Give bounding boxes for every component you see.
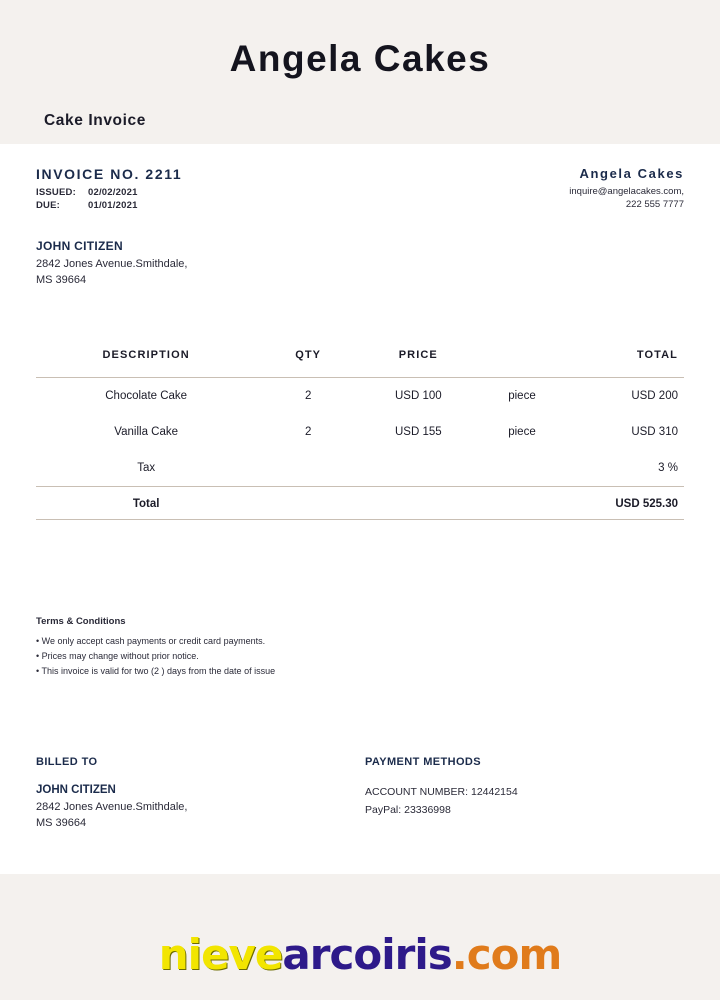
terms-line: • This invoice is valid for two (2 ) days from the date of issue xyxy=(36,665,276,676)
cell-unit: piece xyxy=(508,389,536,402)
due-value: 01/01/2021 xyxy=(88,200,138,211)
page-title: Angela Cakes xyxy=(229,38,491,79)
customer-block xyxy=(36,239,684,289)
table-row xyxy=(36,377,684,414)
company-phone: 222 555 7777 xyxy=(625,199,684,210)
tax-value: 3 % xyxy=(658,461,678,474)
column-header-total: TOTAL xyxy=(636,348,678,361)
column-header-unit xyxy=(477,349,568,378)
cell-unit: piece xyxy=(508,425,536,438)
invoice-sheet xyxy=(0,144,720,874)
column-header-description: DESCRIPTION xyxy=(102,348,190,361)
cell-qty: 2 xyxy=(304,425,312,438)
terms-section xyxy=(36,616,684,679)
tax-unit-empty xyxy=(477,450,568,487)
company-email: inquire@angelacakes.com, xyxy=(569,186,684,197)
cell-price: USD 100 xyxy=(394,389,442,402)
footer-sections xyxy=(36,756,684,832)
total-unit-empty xyxy=(477,486,568,519)
invoice-meta xyxy=(36,144,684,213)
total-label: Total xyxy=(36,486,256,519)
invoice-number: INVOICE NO. 2211 xyxy=(36,166,183,182)
billed-to-name: JOHN CITIZEN xyxy=(36,784,116,797)
billed-to-address-line1: 2842 Jones Avenue.Smithdale, xyxy=(36,801,188,814)
table-body xyxy=(36,377,684,519)
invoice-meta-left xyxy=(36,166,182,213)
customer-address-line2: MS 39664 xyxy=(36,273,87,286)
payment-methods-title: PAYMENT METHODS xyxy=(365,756,482,769)
billed-to-block xyxy=(36,756,355,832)
issued-value: 02/02/2021 xyxy=(88,187,138,198)
company-name: Angela Cakes xyxy=(579,166,684,181)
column-header-price: PRICE xyxy=(398,348,438,361)
watermark-part-2: arcoiris xyxy=(282,929,452,979)
watermark xyxy=(159,930,561,979)
issued-label: ISSUED: xyxy=(36,187,76,198)
tax-row xyxy=(36,450,684,487)
section-label: Cake Invoice xyxy=(44,112,146,129)
line-items-table xyxy=(36,349,684,520)
due-row xyxy=(36,200,182,211)
tax-label: Tax xyxy=(137,461,156,474)
watermark-band xyxy=(0,908,720,1000)
payment-methods-block xyxy=(355,756,684,832)
cell-total: USD 200 xyxy=(631,389,678,402)
cell-total: USD 310 xyxy=(631,425,678,438)
total-row xyxy=(36,486,684,519)
watermark-part-1: nieve xyxy=(158,929,283,979)
total-qty-empty xyxy=(256,486,360,519)
payment-account-number: ACCOUNT NUMBER: 12442154 xyxy=(365,786,518,799)
customer-address-line1: 2842 Jones Avenue.Smithdale, xyxy=(36,258,188,270)
cell-qty: 2 xyxy=(304,389,312,402)
column-header-qty: QTY xyxy=(295,348,322,361)
table-header-row xyxy=(36,349,684,378)
total-price-empty xyxy=(360,486,477,519)
cell-price: USD 155 xyxy=(394,425,442,438)
terms-line: • We only accept cash payments or credit card payments. xyxy=(36,635,266,646)
company-block xyxy=(569,166,684,213)
table-row xyxy=(36,414,684,450)
tax-price-empty xyxy=(360,450,477,487)
billed-to-title: BILLED TO xyxy=(36,756,98,769)
section-header xyxy=(0,90,720,144)
customer-name: JOHN CITIZEN xyxy=(36,239,123,253)
watermark-part-3: .com xyxy=(451,929,562,979)
cell-description: Vanilla Cake xyxy=(114,425,179,438)
billed-to-address-line2: MS 39664 xyxy=(36,817,87,830)
cell-description: Chocolate Cake xyxy=(105,389,188,402)
issued-row xyxy=(36,187,182,198)
terms-title: Terms & Conditions xyxy=(36,615,126,627)
table-head xyxy=(36,349,684,378)
tax-qty-empty xyxy=(256,450,360,487)
payment-paypal: PayPal: 23336998 xyxy=(365,804,451,817)
total-value: USD 525.30 xyxy=(567,486,684,519)
due-label: DUE: xyxy=(36,200,61,211)
terms-line: • Prices may change without prior notice. xyxy=(36,650,199,661)
document-header xyxy=(0,0,720,90)
